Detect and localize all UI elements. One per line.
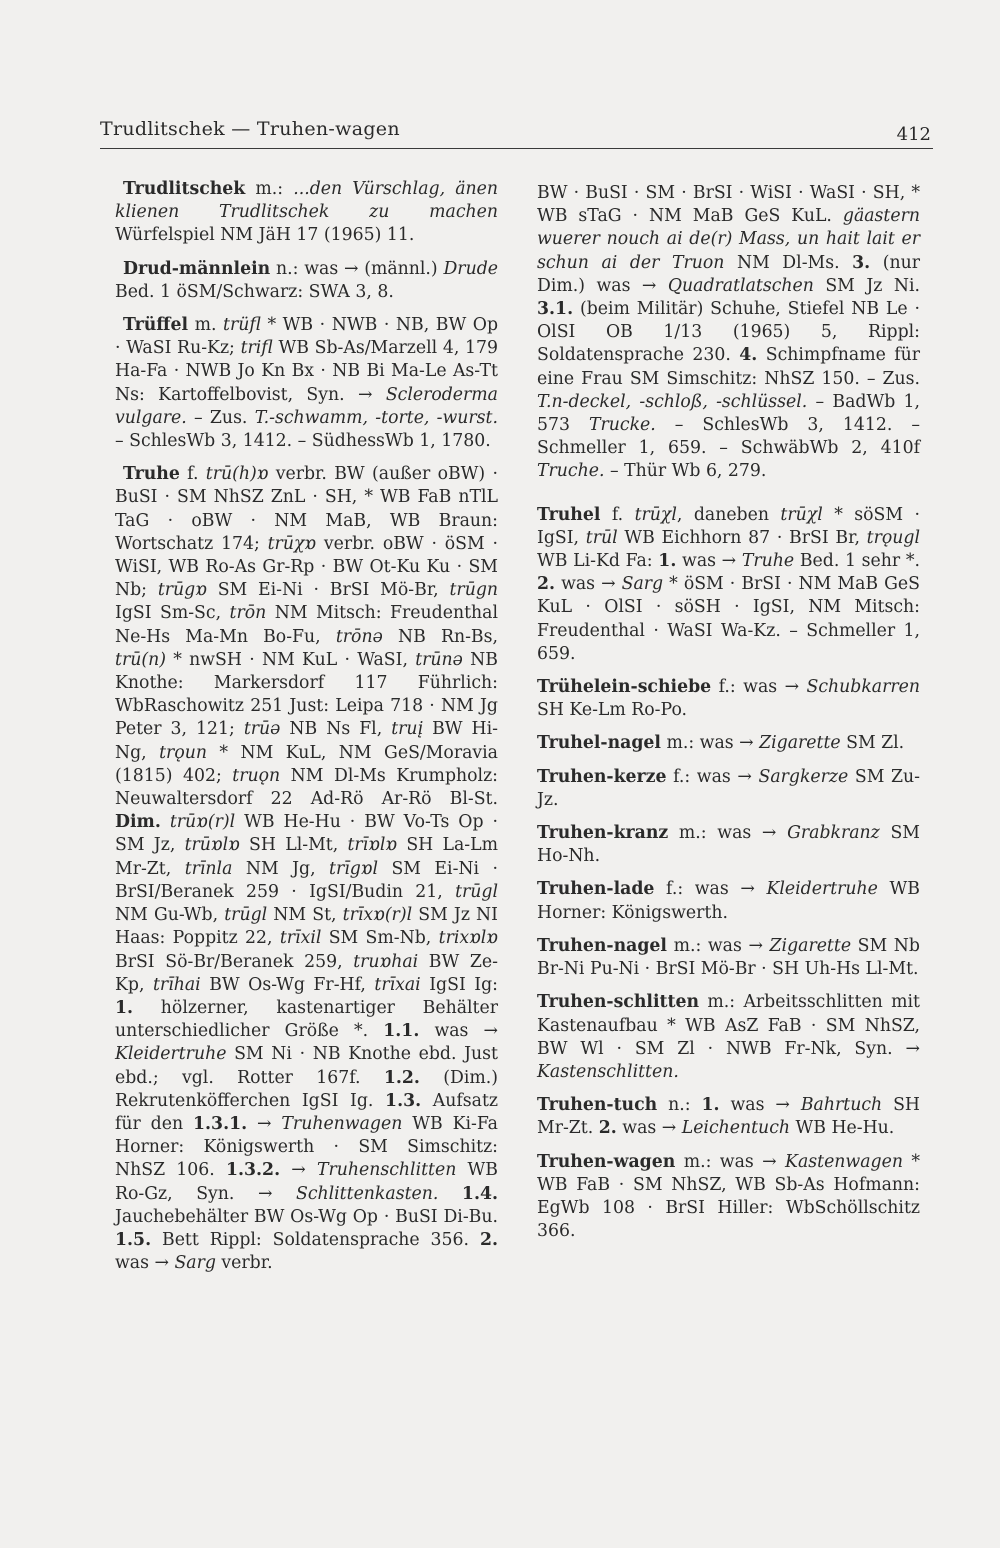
sense-number: 1.1.	[383, 1021, 420, 1042]
italic-text: trōnə	[335, 626, 383, 647]
entry-text: (Dim.) Rekrutenköfferchen IgSI Ig.	[115, 1067, 498, 1111]
entry-text: SM Zu-Jz.	[537, 766, 921, 810]
italic-text: trixɒlɒ	[438, 928, 498, 949]
entry-text: Würfelspiel NM JäH 17 (1965) 11.	[115, 225, 415, 246]
dictionary-entry	[537, 822, 920, 868]
entry-text: NM St,	[267, 905, 343, 926]
italic-text: trūχɒ	[267, 533, 317, 554]
italic-text: Truhenwagen	[281, 1113, 403, 1134]
sense-number: 4.	[739, 345, 758, 366]
dictionary-entry	[537, 935, 920, 981]
left-column	[115, 178, 498, 1285]
entry-text: – Zus.	[186, 407, 255, 428]
entry-text: BW Os-Wg Fr-Hf,	[200, 974, 375, 995]
dictionary-entry	[115, 314, 498, 453]
italic-text: trīnla	[184, 858, 233, 879]
entry-text: Bed. 1 öSM/Schwarz: SWA 3, 8.	[115, 281, 394, 302]
entry-headword: Drud-männlein	[123, 258, 271, 279]
dictionary-entry	[537, 504, 920, 666]
italic-text: Truche.	[537, 461, 605, 482]
entry-text: SM Jz NI Haas: Poppitz 22,	[115, 905, 499, 949]
italic-text: Kastenwagen	[785, 1151, 903, 1172]
entry-text: SM Jz Ni.	[813, 275, 920, 296]
entry-text: →	[280, 1160, 317, 1181]
entry-headword: Truhen-schlitten	[537, 992, 700, 1013]
italic-text: Kastenschlitten.	[537, 1061, 679, 1082]
italic-text: T.-schwamm, -torte, -wurst.	[254, 407, 498, 428]
entry-text: was →	[419, 1021, 499, 1042]
italic-text: trǫun	[159, 742, 207, 763]
italic-text: Zigarette	[759, 733, 841, 754]
entry-headword: Trühelein-schiebe	[537, 677, 712, 698]
entry-text: was →	[555, 574, 622, 595]
page-number: 412	[896, 124, 931, 145]
italic-text: trū(n)	[115, 649, 166, 670]
italic-text: trūə	[243, 719, 281, 740]
entry-text: was →	[676, 551, 742, 572]
entry-text: WB Eichhorn 87 · BrSI Br,	[617, 527, 867, 548]
page-header	[100, 118, 933, 149]
entry-text: * WB · NWB · NB, BW Op · WaSI Ru-Kz;	[115, 315, 499, 359]
entry-text: f.: was →	[711, 677, 807, 698]
italic-text: Sarg	[174, 1253, 216, 1274]
entry-text: n.: was → (männl.)	[270, 258, 444, 279]
entry-text: WB Ro-Gz, Syn. →	[115, 1160, 499, 1204]
italic-text: Bahrtuch	[800, 1095, 883, 1116]
sense-number: 1.5.	[115, 1229, 152, 1250]
entry-text: BW · BuSI · SM · BrSI · WiSI · WaSI · SH, * WB sTaG · NM MaB GeS KuL.	[537, 183, 920, 227]
entry-text	[438, 1184, 462, 1204]
entry-headword: Trudlitschek	[123, 179, 246, 199]
entry-text: (beim Militär) Schuhe, Stiefel NB Le · OlSI OB 1/13 (1965) 5, Rippl: Soldatensprache 230.	[537, 299, 920, 366]
entry-text: m.	[188, 315, 224, 336]
entry-text: m.:	[245, 179, 294, 199]
italic-text: trū(h)ɒ	[205, 464, 269, 485]
entry-text: * NM KuL, NM GeS/Moravia (1815) 402;	[115, 742, 498, 786]
sense-number: 1.3.2.	[225, 1160, 281, 1181]
entry-text: m.: was →	[666, 935, 770, 956]
entry-text: SH Ke-Lm Ro-Po.	[537, 700, 688, 721]
sense-number: 1.	[658, 551, 677, 572]
dictionary-entry	[537, 732, 920, 755]
entry-text: m.: was →	[668, 823, 788, 844]
right-column	[537, 182, 920, 1253]
italic-text: trīgɒl	[329, 858, 379, 879]
entry-text: m.: was →	[660, 733, 760, 754]
entry-text: Bett Rippl: Soldatensprache 356.	[151, 1229, 480, 1250]
italic-text: trüfl	[223, 315, 261, 336]
entry-text: Bed. 1 sehr *.	[794, 551, 920, 572]
italic-text: Schubkarren	[806, 677, 920, 698]
entry-text: NM Dl-Ms.	[724, 252, 853, 273]
entry-text: →	[247, 1113, 282, 1134]
italic-text: Drude	[443, 258, 498, 279]
running-head: Trudlitschek — Truhen-wagen	[100, 118, 400, 140]
italic-text: truɒhai	[353, 951, 419, 972]
entry-text: Schimpfname für eine Frau SM Simschitz: NhSZ 150. – Zus.	[537, 345, 921, 389]
entry-headword: Truhen-wagen	[537, 1151, 676, 1172]
entry-text: NB Knothe: Markersdorf 117 Führlich: WbRaschowitz 251 Just: Leipa 718 · NM Jg Peter 3, 121;	[115, 649, 498, 740]
italic-text: trīxil	[279, 928, 322, 949]
italic-text: Trucke.	[588, 415, 656, 436]
italic-text: Leichentuch	[681, 1118, 790, 1139]
entry-text: m.: was →	[675, 1151, 786, 1172]
entry-text: WB Li-Kd Fa:	[537, 551, 659, 572]
entry-text: WB Horner: Königswerth.	[537, 879, 920, 923]
italic-text: Sargkerze	[758, 766, 849, 787]
italic-text: trīxɒ(r)l	[342, 905, 413, 926]
entry-text: NM Dl-Ms Krumpholz: Neuwaltersdorf 22 Ad-Rö Ar-Rö Bl-St.	[115, 765, 498, 810]
entry-text: SM Sm-Nb,	[321, 928, 439, 949]
entry-text: WB Sb-As/Marzell 4, 179 Ha-Fa · NWB Jo Kn Bx · NB Bi Ma-Le As-Tt Ns: Kartoffelbovist, Syn. →	[115, 338, 498, 405]
dictionary-entry	[537, 1151, 920, 1244]
entry-text: BrSI Sö-Br/Beranek 259,	[115, 951, 354, 972]
entry-text: SM Nb Br-Ni Pu-Ni · BrSI Mö-Br · SH Uh-Hs Ll-Mt.	[537, 935, 920, 980]
italic-text: trifl	[240, 338, 273, 359]
dictionary-entry	[537, 878, 920, 924]
entry-text: n.:	[657, 1095, 702, 1116]
entry-text: – BadWb 1, 573	[537, 391, 921, 436]
entry-headword: Truhe	[123, 464, 180, 485]
entry-text: hölzerner, kastenartiger Behälter unterschiedlicher Größe *.	[115, 997, 498, 1042]
italic-text: trōn	[229, 603, 267, 624]
italic-text: Kleidertruhe	[115, 1044, 227, 1065]
italic-text: Scleroderma vulgare.	[115, 384, 498, 428]
italic-text: Grabkranz	[787, 823, 880, 844]
entry-text: SH Ll-Mt,	[239, 835, 348, 856]
italic-text: Truhe	[741, 551, 795, 572]
entry-text: * öSM · BrSI · NM MaB GeS KuL · OlSI · söSH · IgSI, NM Mitsch: Freudenthal · WaSI Wa-Kz. – Schmeller 1, 659.	[537, 574, 920, 664]
entry-text: * söSM · IgSI,	[537, 504, 921, 548]
sense-number: 3.1.	[537, 299, 574, 320]
dictionary-entry	[537, 766, 920, 812]
italic-text: trūχl	[780, 504, 823, 525]
italic-text: T.n-deckel, -schloß, -schlüssel.	[537, 391, 808, 412]
sense-number: 1.4.	[461, 1183, 499, 1204]
entry-text: * nwSH · NM KuL · WaSI,	[165, 649, 416, 670]
italic-text: Kleidertruhe	[766, 879, 878, 900]
sense-number: 1.	[115, 997, 134, 1018]
italic-text: trūχl	[634, 504, 677, 525]
entry-text: Jauchebehälter BW Os-Wg Op · BuSI Di-Bu.	[115, 1206, 498, 1227]
sense-number: Dim.	[115, 812, 161, 833]
italic-text: truį	[391, 719, 424, 740]
entry-text: verbr.	[215, 1253, 273, 1274]
dictionary-entry	[115, 258, 498, 304]
dictionary-entry	[537, 676, 920, 722]
italic-text: trūgɒ	[157, 580, 207, 601]
entry-text: SM Ei-Ni · BrSI Mö-Br,	[206, 580, 450, 601]
entry-text: SM Ni · NB Knothe ebd. Just ebd.; vgl. Rotter 167f.	[115, 1044, 498, 1088]
dictionary-entry	[115, 463, 498, 1275]
sense-number: 2.	[598, 1118, 617, 1139]
italic-text: trūl	[585, 527, 618, 548]
italic-text: gäastern wuerer nouch ai de(r) Mass, un hait lait er schun ai der Truon	[537, 206, 920, 273]
sense-number: 1.3.	[385, 1090, 422, 1111]
italic-text: trūɒ(r)l	[169, 812, 236, 833]
entry-text: f.	[600, 504, 635, 525]
italic-text: trūgl	[455, 881, 498, 902]
entry-text: f.: was →	[654, 879, 767, 900]
entry-text: NB Rn-Bs,	[382, 626, 498, 647]
entry-text: – SchlesWb 3, 1412. – SüdhessWb 1, 1780.	[115, 431, 491, 452]
entry-headword: Truhen-lade	[537, 879, 655, 900]
italic-text: Sarg	[621, 574, 664, 595]
entry-text: verbr. BW (außer oBW) · BuSI · SM NhSZ ZnL · SH, * WB FaB nTlL TaG · oBW · NM MaB, WB Braun: Wortschatz 174;	[115, 464, 498, 554]
italic-text: trūɒlɒ	[184, 835, 240, 856]
entry-text: , daneben	[676, 504, 781, 525]
entry-text: f.: was →	[666, 766, 759, 787]
entry-text: BW Hi-Ng,	[115, 719, 498, 763]
entry-text: NB Ns Fl,	[280, 719, 392, 740]
entry-text: SM Ho-Nh.	[537, 823, 920, 867]
italic-text: Truhenschlitten	[316, 1160, 457, 1181]
sense-number: 3.	[852, 252, 871, 273]
entry-text: – Thür Wb 6, 279.	[604, 461, 767, 482]
entry-text: was →	[719, 1095, 801, 1116]
italic-text: trūnə	[415, 649, 463, 670]
italic-text: truǫn	[232, 765, 281, 786]
entry-text: NM Gu-Wb,	[115, 905, 225, 926]
entry-text: NM Jg,	[232, 858, 330, 879]
dictionary-entry	[537, 1094, 920, 1140]
entry-text: was →	[616, 1118, 682, 1139]
italic-text: trīxai	[374, 974, 421, 995]
entry-text: SM Ei-Ni · BrSI/Beranek 259 · IgSI/Budin 21,	[115, 858, 498, 902]
italic-text: Schlittenkasten.	[295, 1183, 439, 1204]
italic-text: trīhai	[152, 974, 201, 995]
entry-headword: Trüffel	[123, 315, 189, 336]
entry-text: * WB FaB · SM NhSZ, WB Sb-As Hofmann: EgWb 108 · BrSI Hiller: WbSchöllschitz 366.	[537, 1151, 920, 1242]
dictionary-entry	[537, 182, 920, 484]
entry-headword: Truhel-nagel	[537, 733, 661, 754]
entry-text: was →	[115, 1253, 175, 1274]
italic-text: Zigarette	[769, 935, 852, 956]
entry-text: f.	[179, 464, 206, 485]
entry-text: Aufsatz für den	[115, 1090, 498, 1134]
italic-text: trūgl	[224, 905, 268, 926]
entry-text: – SchlesWb 3, 1412. – Schmeller 1, 659. – SchwäbWb 2, 410f	[537, 415, 920, 459]
entry-text: WB He-Hu.	[790, 1118, 895, 1139]
entry-headword: Truhel	[537, 504, 601, 525]
sense-number: 2.	[537, 574, 556, 595]
entry-headword: Truhen-tuch	[537, 1095, 658, 1116]
sense-number: 1.2.	[383, 1067, 420, 1088]
entry-text	[161, 812, 170, 832]
entry-text: (nur Dim.) was →	[537, 252, 920, 296]
italic-text: trūgn	[449, 580, 499, 601]
sense-number: 1.	[701, 1095, 720, 1116]
sense-number: 1.3.1.	[193, 1113, 248, 1134]
sense-number: 2.	[479, 1229, 498, 1250]
entry-text: NM Mitsch: Freudenthal Ne-Hs Ma-Mn Bo-Fu,	[115, 603, 498, 647]
entry-text: BW Ze-Kp,	[115, 951, 498, 995]
italic-text: trǫugl	[866, 527, 920, 548]
entry-text: verbr. oBW · öSM · WiSI, WB Ro-As Gr-Rp · BW Ot-Ku Ku · SM Nb;	[115, 533, 498, 601]
entry-text: WB Ki-Fa Horner: Königswerth · SM Simschitz: NhSZ 106.	[115, 1113, 498, 1181]
entry-text: WB He-Hu · BW Vo-Ts Op · SM Jz,	[115, 812, 498, 856]
dictionary-entry	[537, 991, 920, 1084]
entry-text: SM Zl.	[840, 733, 905, 754]
entry-headword: Truhen-kerze	[537, 766, 667, 787]
entry-headword: Truhen-kranz	[537, 823, 669, 844]
italic-text: trīɒlɒ	[347, 835, 398, 856]
entry-text: SH Mr-Zt.	[537, 1095, 920, 1139]
italic-text: Quadratlatschen	[667, 275, 814, 296]
entry-text: IgSI Ig:	[420, 974, 498, 995]
entry-text: m.: Arbeitsschlitten mit Kastenaufbau * WB AsZ FaB · SM NhSZ, BW Wl · SM Zl · NWB Fr-Nk, Syn. →	[537, 992, 920, 1059]
italic-text: ...den Vürschlag, änen klienen Trudlitschek zu machen	[115, 179, 498, 223]
dictionary-entry	[115, 178, 498, 248]
entry-headword: Truhen-nagel	[537, 935, 667, 956]
entry-text: IgSI Sm-Sc,	[115, 603, 230, 624]
entry-text: SH La-Lm Mr-Zt,	[115, 835, 498, 879]
